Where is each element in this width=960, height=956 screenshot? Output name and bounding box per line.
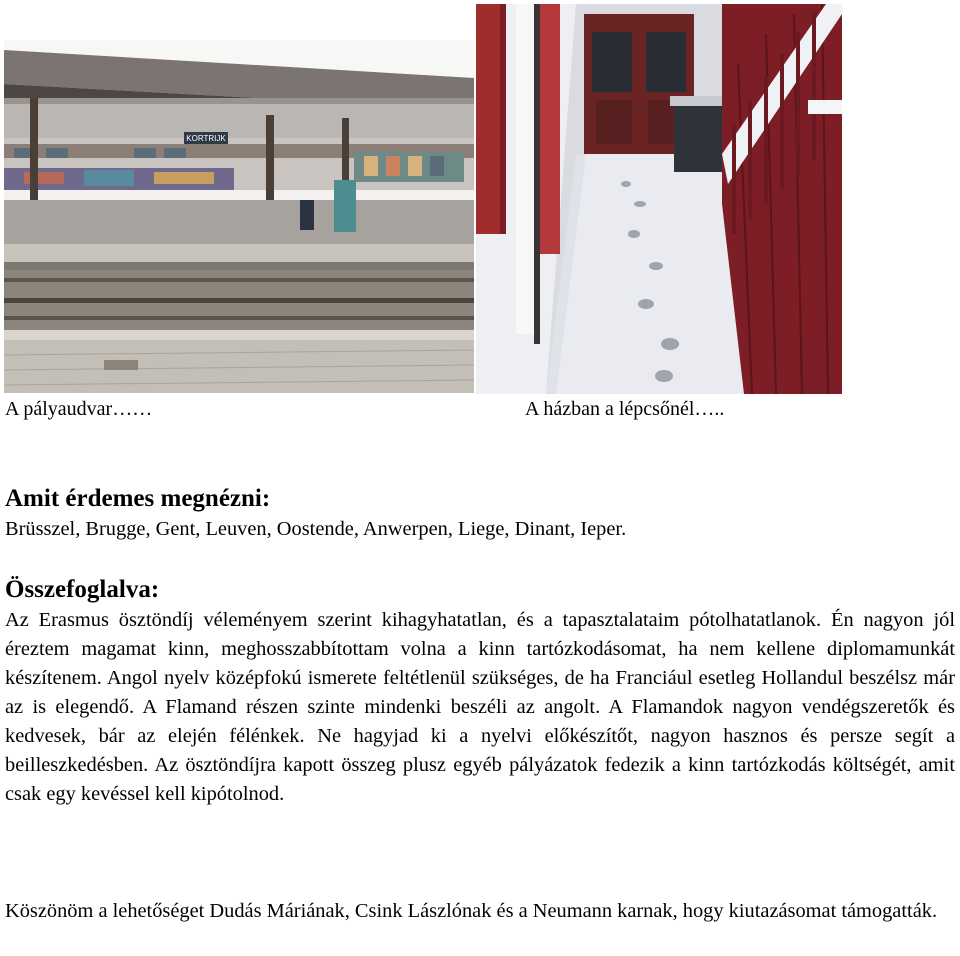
photo-caption-left: A pályaudvar…… [5,398,153,420]
train-station-photo [4,40,474,393]
photo-caption-right: A házban a lépcsőnél….. [525,398,725,420]
train-station-illustration [4,40,474,393]
snowy-stairway-photo [476,4,842,394]
station-sign-text: KORTRIJK [186,134,226,143]
snowy-stairway-illustration [476,4,842,394]
thanks-paragraph: Köszönöm a lehetőséget Dudás Máriának, Csink Lászlónak és a Neumann karnak, hogy kiutazásomat támogatták. [5,900,938,922]
sights-heading: Amit érdemes megnézni: [5,485,271,512]
summary-heading: Összefoglalva: [5,576,160,603]
sights-list: Brüsszel, Brugge, Gent, Leuven, Oostende, Anwerpen, Liege, Dinant, Ieper. [5,518,627,540]
summary-paragraph: Az Erasmus ösztöndíj véleményem szerint kihagyhatatlan, és a tapasztalataim pótolhatatlanok. Én nagyon jól éreztem magamat kinn, meghosszabbítottam volna a kinn tartózkodásomat, ha nem kellene diplomamunkát készítenem. Angol nyelv középfokú ismerete feltétlenül szükséges, de ha Franciául esetleg Hollandul beszélsz már az is elegendő. A Flamand részen szinte mindenki beszéli az angolt. A Flamandok nagyon vendégszeretők és kedvesek, bár az elején félénkek. Ne hagyjad ki a nyelvi előkészítőt, nagyon hasznos és persze segít a beilleszkedésben. Az ösztöndíjra kapott összeg plusz egyéb pályázatok fedezik a kinn tartózkodás költségét, amit csak egy kevéssel kell kipótolnod. [5,609,955,805]
